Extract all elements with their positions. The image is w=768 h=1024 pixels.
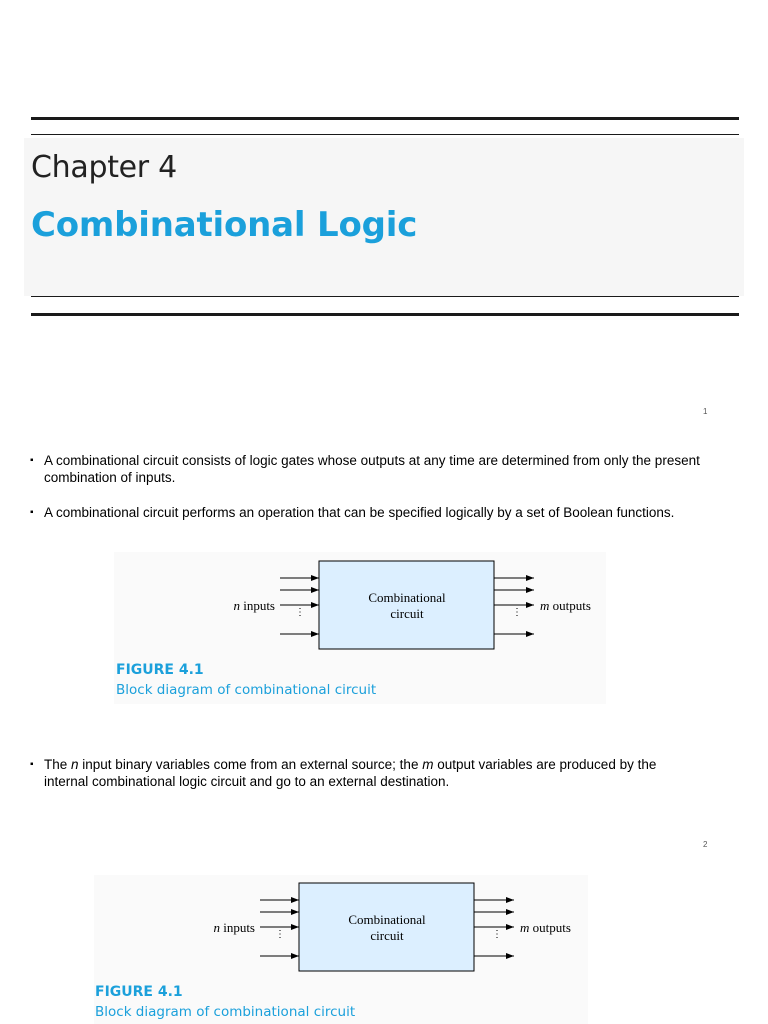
output-arrows xyxy=(494,578,534,634)
bottom-thin-rule xyxy=(31,296,739,297)
output-dots: ⋮ xyxy=(512,607,522,618)
bullet-text: A combinational circuit consists of logic gates whose outputs at any time are determined from only the present combination of inputs. xyxy=(44,453,700,485)
figure-number: FIGURE 4.1 xyxy=(95,984,183,1000)
input-arrows xyxy=(260,900,299,956)
bottom-thick-rule xyxy=(31,313,739,316)
output-dots: ⋮ xyxy=(492,929,502,940)
figure-caption xyxy=(116,660,376,700)
page-number: 2 xyxy=(703,840,708,849)
figure-caption-text: Block diagram of combinational circuit xyxy=(116,682,377,698)
input-dots: ⋮ xyxy=(295,607,305,618)
bullet-item xyxy=(30,452,730,488)
top-thin-rule xyxy=(31,134,739,135)
top-thick-rule xyxy=(31,117,739,120)
block-diagram xyxy=(210,555,630,655)
box-label-line2: circuit xyxy=(370,928,404,943)
input-dots: ⋮ xyxy=(275,929,285,940)
bullet-item xyxy=(30,504,730,522)
inputs-label: n inputs xyxy=(213,920,255,935)
circuit-box xyxy=(299,883,474,971)
box-label-line2: circuit xyxy=(390,606,424,621)
outputs-label: m outputs xyxy=(540,598,591,613)
block-diagram xyxy=(190,877,610,977)
bullet-item xyxy=(30,756,730,792)
figure-caption xyxy=(95,982,355,1022)
inputs-label: n inputs xyxy=(233,598,275,613)
figure-number: FIGURE 4.1 xyxy=(116,662,204,678)
bullet-text: The n input binary variables come from an external source; the m output variables are produced by the internal combinational logic circuit and go to an external destination. xyxy=(44,757,657,789)
chapter-title: Combinational Logic xyxy=(31,205,418,245)
bullet-mark: ▪ xyxy=(30,759,34,770)
box-label-line1: Combinational xyxy=(348,912,426,927)
figure-caption-text: Block diagram of combinational circuit xyxy=(95,1004,356,1020)
box-label-line1: Combinational xyxy=(368,590,446,605)
output-arrows xyxy=(474,900,514,956)
circuit-box xyxy=(319,561,494,649)
bullet-mark: ▪ xyxy=(30,507,34,518)
bullet-text: A combinational circuit performs an operation that can be specified logically by a set of Boolean functions. xyxy=(44,505,675,520)
page-number: 1 xyxy=(703,407,708,416)
input-arrows xyxy=(280,578,319,634)
outputs-label: m outputs xyxy=(520,920,571,935)
bullet-mark: ▪ xyxy=(30,455,34,466)
chapter-label: Chapter 4 xyxy=(31,150,177,185)
